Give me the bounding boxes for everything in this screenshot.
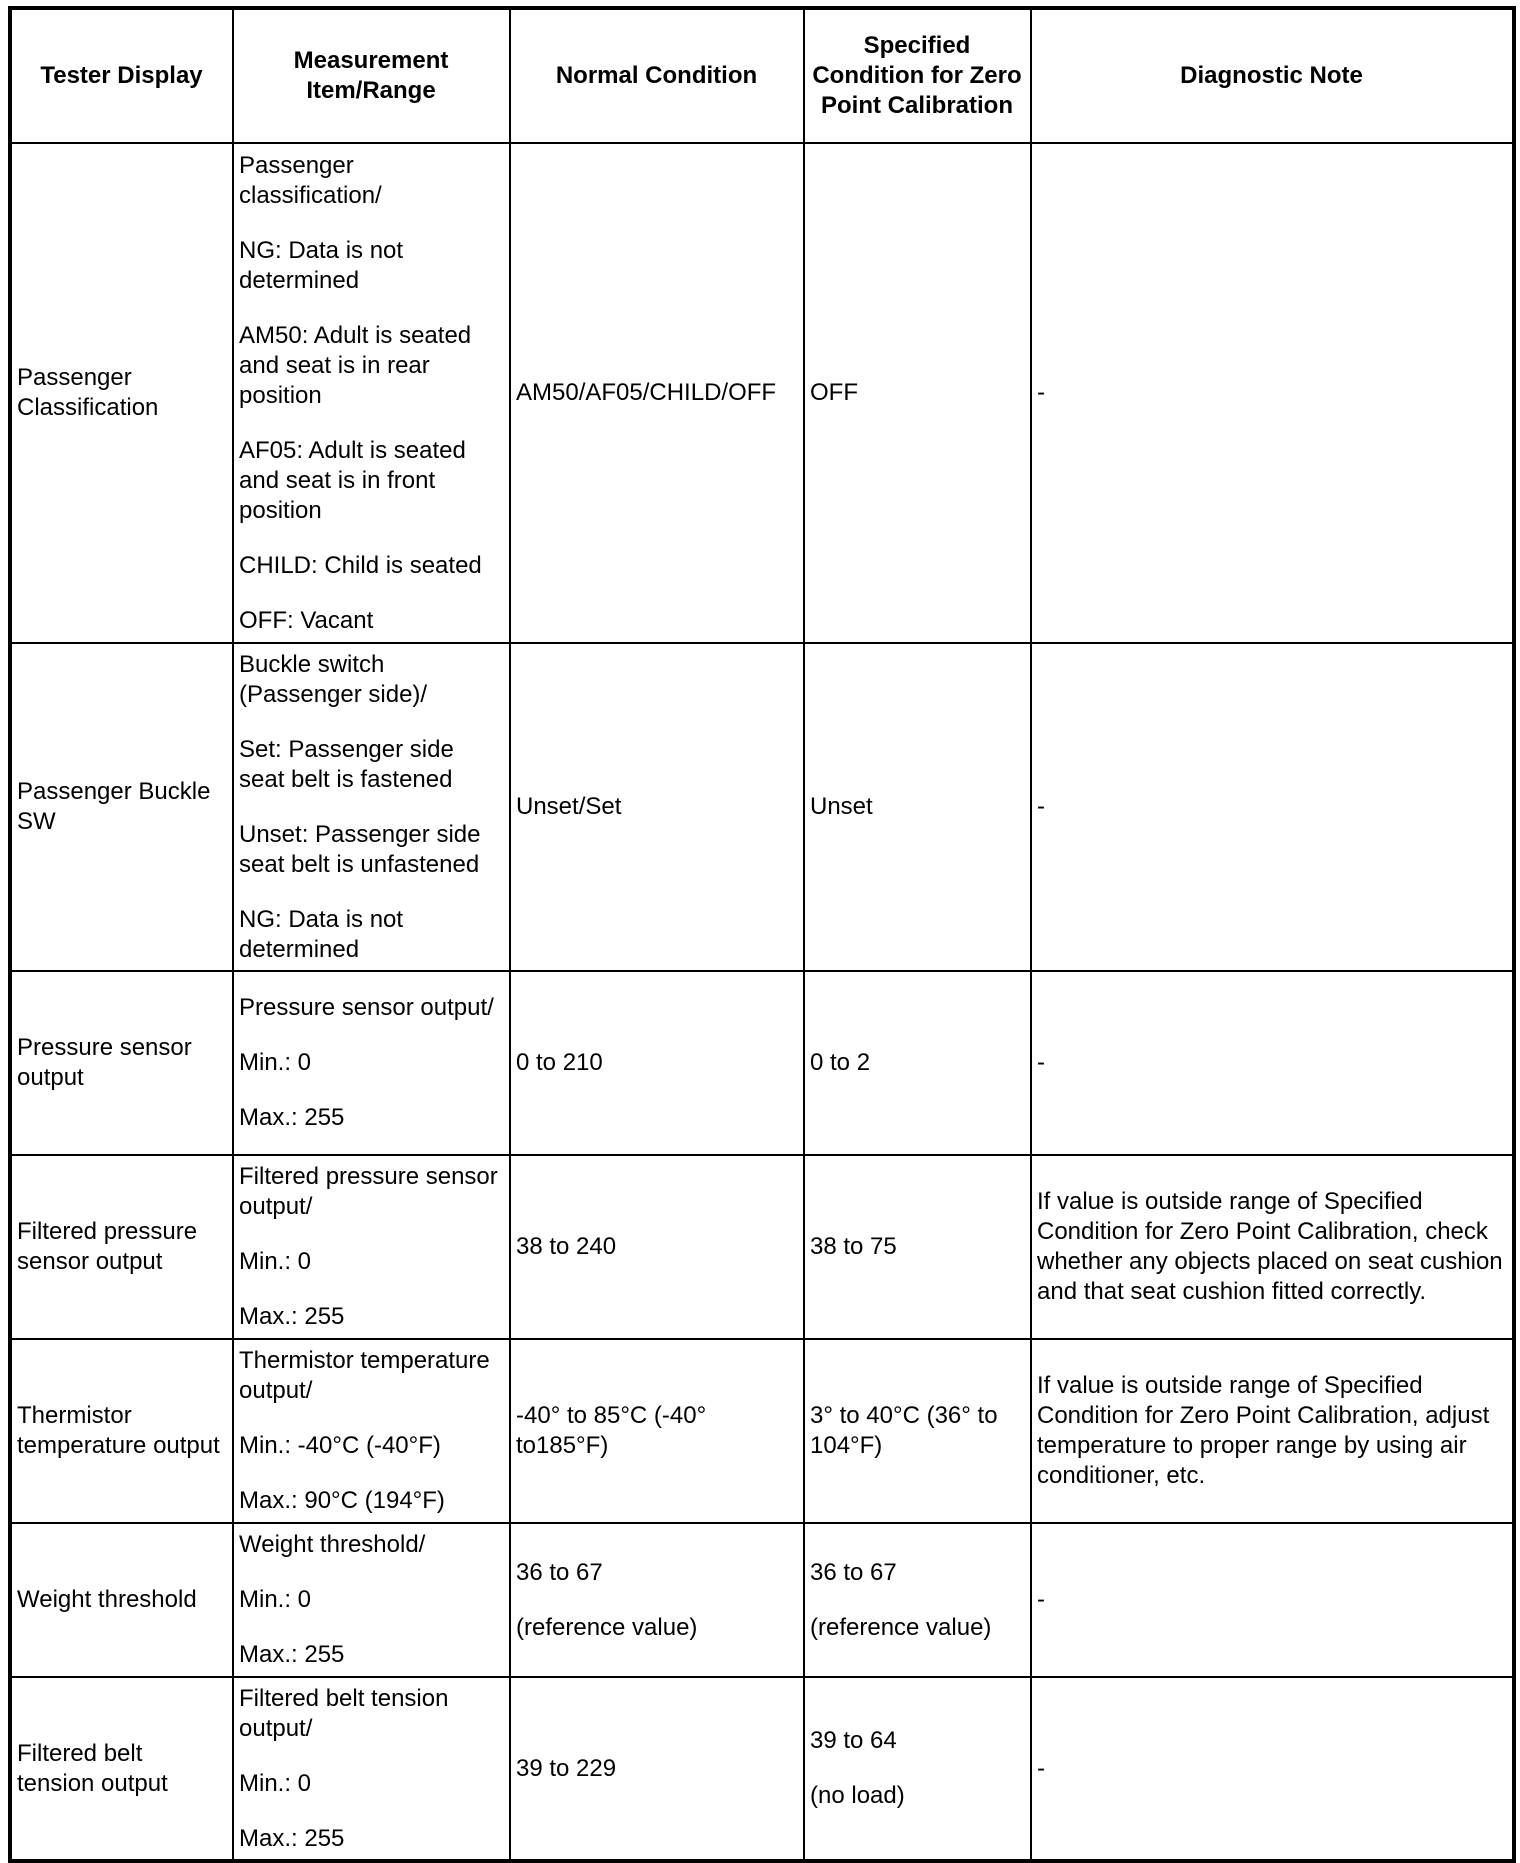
range-line: Min.: 0 (239, 1248, 312, 1275)
range-line: Min.: -40°C (-40°F) (239, 1432, 441, 1459)
table-row (10, 143, 1514, 643)
table-row (10, 1155, 1514, 1339)
range-line: Min.: 0 (239, 1586, 312, 1613)
zero-line: 38 to 75 (810, 1233, 897, 1260)
table-row (10, 1523, 1514, 1677)
range-line: CHILD: Child is seated (239, 551, 482, 579)
range-line: Weight threshold/ (239, 1531, 426, 1558)
zero-line: (no load) (810, 1782, 905, 1809)
zero-line: Unset (810, 793, 873, 820)
cell-zero-point-condition (804, 1677, 1031, 1861)
cell-zero-point-condition (804, 143, 1031, 643)
zero-line: (reference value) (810, 1613, 992, 1641)
cell-diagnostic-note: - (1031, 971, 1514, 1155)
cell-measurement-range (233, 643, 510, 971)
range-line: Passenger classification/ (239, 151, 382, 209)
cell-diagnostic-note: - (1031, 1523, 1514, 1677)
cell-measurement-range (233, 971, 510, 1155)
cell-measurement-range (233, 1677, 510, 1861)
range-line: AF05: Adult is seated and seat is in front position (239, 436, 466, 524)
range-line: OFF: Vacant (239, 606, 374, 634)
header-diagnostic-note: Diagnostic Note (1031, 8, 1514, 143)
range-line: Min.: 0 (239, 1769, 312, 1797)
cell-zero-point-condition (804, 1339, 1031, 1523)
header-zero-point-condition: Specified Condition for Zero Point Calibration (804, 8, 1031, 143)
cell-diagnostic-note: - (1031, 143, 1514, 643)
cell-measurement-range (233, 1155, 510, 1339)
cell-normal-condition (510, 1155, 804, 1339)
cell-zero-point-condition (804, 1523, 1031, 1677)
cell-diagnostic-note: If value is outside range of Specified Condition for Zero Point Calibration, check whether any objects placed on seat cushion and that seat cushion fitted correctly. (1031, 1155, 1514, 1339)
cell-zero-point-condition (804, 971, 1031, 1155)
range-line: Pressure sensor output/ (239, 994, 494, 1021)
header-tester-display: Tester Display (10, 8, 233, 143)
normal-line: Unset/Set (516, 793, 622, 820)
cell-tester-display: Pressure sensor output (10, 971, 233, 1155)
cell-normal-condition (510, 971, 804, 1155)
range-line: Thermistor temperature output/ (239, 1347, 490, 1404)
normal-line: (reference value) (516, 1613, 698, 1641)
zero-line: 0 to 2 (810, 1049, 871, 1076)
header-row (10, 8, 1514, 143)
range-line: Max.: 90°C (194°F) (239, 1487, 445, 1514)
cell-zero-point-condition (804, 1155, 1031, 1339)
zero-line: 39 to 64 (810, 1727, 897, 1754)
cell-tester-display: Passenger Buckle SW (10, 643, 233, 971)
cell-measurement-range (233, 143, 510, 643)
normal-line: -40° to 85°C (-40° to185°F) (516, 1402, 707, 1459)
normal-line: 38 to 240 (516, 1233, 617, 1260)
zero-line: OFF (810, 379, 858, 406)
range-line: NG: Data is not determined (239, 236, 404, 294)
cell-normal-condition (510, 1523, 804, 1677)
cell-normal-condition (510, 1339, 804, 1523)
cell-tester-display: Thermistor temperature output (10, 1339, 233, 1523)
zero-line: 3° to 40°C (36° to 104°F) (810, 1402, 998, 1459)
normal-line: 39 to 229 (516, 1754, 617, 1782)
range-line: Min.: 0 (239, 1049, 312, 1076)
normal-line: 0 to 210 (516, 1049, 603, 1076)
range-line: AM50: Adult is seated and seat is in rear position (239, 321, 472, 409)
cell-tester-display: Passenger Classification (10, 143, 233, 643)
zero-line: 36 to 67 (810, 1558, 897, 1586)
range-line: Max.: 255 (239, 1104, 345, 1131)
table-row (10, 643, 1514, 971)
range-line: NG: Data is not determined (239, 905, 404, 963)
range-line: Max.: 255 (239, 1641, 345, 1668)
range-line: Unset: Passenger side seat belt is unfastened (239, 820, 481, 878)
specification-table (8, 6, 1516, 1863)
cell-measurement-range (233, 1339, 510, 1523)
range-line: Filtered pressure sensor output/ (239, 1163, 498, 1220)
header-measurement-item-range: Measurement Item/Range (233, 8, 510, 143)
range-line: Buckle switch (Passenger side)/ (239, 650, 428, 708)
cell-normal-condition (510, 643, 804, 971)
cell-normal-condition (510, 143, 804, 643)
range-line: Set: Passenger side seat belt is fastened (239, 735, 454, 793)
range-line: Max.: 255 (239, 1824, 345, 1852)
cell-normal-condition (510, 1677, 804, 1861)
cell-diagnostic-note: If value is outside range of Specified Condition for Zero Point Calibration, adjust temperature to proper range by using air conditioner, etc. (1031, 1339, 1514, 1523)
range-line: Max.: 255 (239, 1303, 345, 1330)
cell-tester-display: Filtered belt tension output (10, 1677, 233, 1861)
cell-diagnostic-note: - (1031, 643, 1514, 971)
cell-measurement-range (233, 1523, 510, 1677)
cell-tester-display: Filtered pressure sensor output (10, 1155, 233, 1339)
table-row (10, 971, 1514, 1155)
range-line: Filtered belt tension output/ (239, 1684, 449, 1742)
normal-line: AM50/AF05/CHILD/OFF (516, 379, 777, 406)
table-row (10, 1339, 1514, 1523)
table-row (10, 1677, 1514, 1861)
cell-tester-display: Weight threshold (10, 1523, 233, 1677)
header-normal-condition: Normal Condition (510, 8, 804, 143)
cell-diagnostic-note: - (1031, 1677, 1514, 1861)
cell-zero-point-condition (804, 643, 1031, 971)
normal-line: 36 to 67 (516, 1558, 603, 1586)
